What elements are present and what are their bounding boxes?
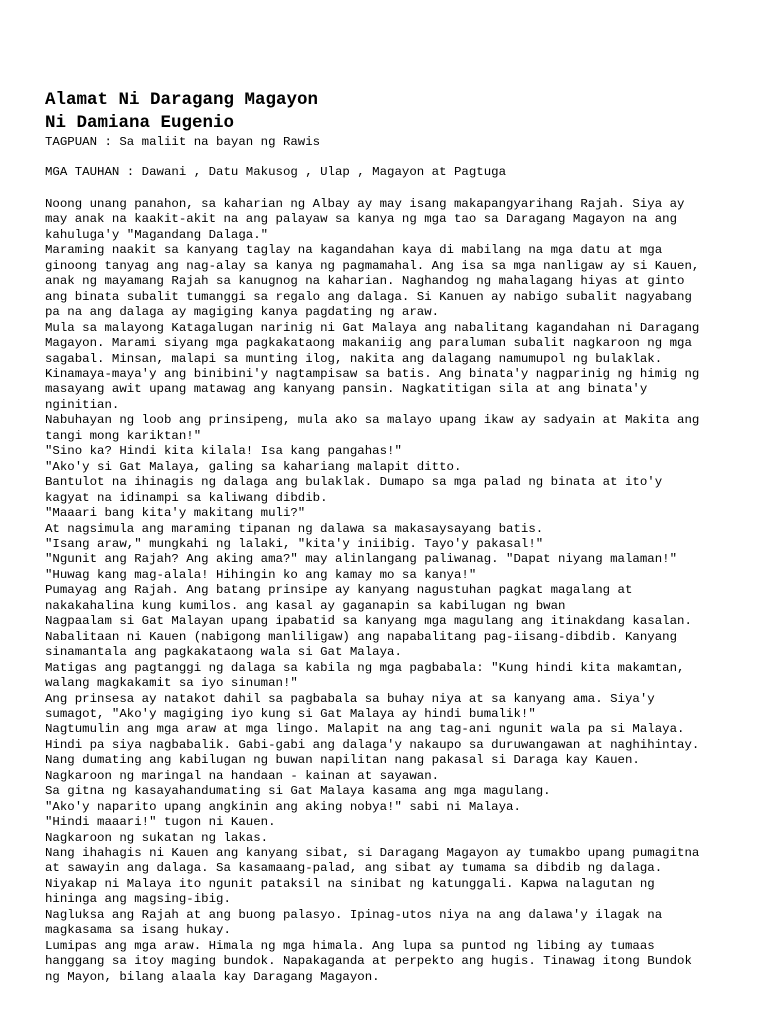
- story-line: Ang prinsesa ay natakot dahil sa pagbabala sa buhay niya at sa kanyang ama. Siya'y: [45, 691, 655, 706]
- setting-line: TAGPUAN : Sa maliit na bayan ng Rawis: [45, 135, 321, 149]
- story-body: [45, 197, 748, 985]
- story-line: at sawayin ang dalaga. Sa kasamaang-palad, ang sibat ay tumama sa dibdib ng dalaga.: [45, 861, 663, 876]
- story-line: Nagluksa ang Rajah at ang buong palasyo. Ipinag-utos niya na ang dalawa'y ilagak na: [45, 907, 663, 922]
- story-line: Maraming naakit sa kanyang taglay na kagandahan kaya di mabilang na mga datu at mga: [45, 243, 663, 258]
- story-line: masayang awit upang matawag ang kanyang pansin. Nagkatitigan sila at ang binata'y: [45, 382, 648, 397]
- story-line: Nagkaroon ng maringal na handaan - kainan at sayawan.: [45, 768, 440, 783]
- story-line: sinamantala ang pagkakataong wala si Gat Malaya.: [45, 645, 402, 660]
- story-line: Lumipas ang mga araw. Himala ng mga himala. Ang lupa sa puntod ng libing ay tumaas: [45, 938, 655, 953]
- story-line: kahuluga'y "Magandang Dalaga.": [45, 227, 269, 242]
- story-line: Nabalitaan ni Kauen (nabigong manliligaw) ang napabalitang pag-iisang-dibdib. Kanyang: [45, 629, 678, 644]
- story-line: Hindi pa siya nagbabalik. Gabi-gabi ang dalaga'y nakaupo sa duruwangawan at naghihintay.: [45, 737, 700, 752]
- story-line: Sa gitna ng kasayahandumating si Gat Malaya kasama ang mga magulang.: [45, 784, 551, 799]
- story-line: nginitian.: [45, 397, 120, 412]
- story-line: "Ako'y naparito upang angkinin ang aking nobya!" sabi ni Malaya.: [45, 799, 521, 814]
- author-line: Ni Damiana Eugenio: [45, 113, 235, 133]
- story-line: Nagkaroon ng sukatan ng lakas.: [45, 830, 269, 845]
- story-line: anak ng mayamang Rajah sa kanugnog na kaharian. Naghandog ng mahalagang hiyas at ginto: [45, 274, 685, 289]
- story-line: tangi mong kariktan!": [45, 428, 202, 443]
- characters-line: MGA TAUHAN : Dawani , Datu Makusog , Ulap , Magayon at Pagtuga: [45, 165, 507, 179]
- document-title: Alamat Ni Daragang Magayon: [45, 90, 319, 110]
- story-line: Niyakap ni Malaya ito ngunit pataksil na sinibat ng katunggali. Kapwa nalagutan ng: [45, 876, 655, 891]
- story-line: Nagtumulin ang mga araw at mga lingo. Malapit na ang tag-ani ngunit wala pa si Malaya.: [45, 722, 685, 737]
- story-line: Kinamaya-maya'y ang binibini'y nagtampisaw sa batis. Ang binata'y nagparinig ng himig ng: [45, 366, 700, 381]
- story-line: Nagpaalam si Gat Malayan upang ipabatid sa kanyang mga magulang ang itinakdang kasalan.: [45, 614, 692, 629]
- spacer: [45, 180, 748, 197]
- story-line: Matigas ang pagtanggi ng dalaga sa kabila ng mga pagbabala: "Kung hindi kita makamtan,: [45, 660, 685, 675]
- story-line: "Hindi maaari!" tugon ni Kauen.: [45, 815, 276, 830]
- story-line: magkasama sa isang hukay.: [45, 923, 231, 938]
- story-line: Magayon. Marami siyang mga pagkakataong makaniig ang paraluman subalit nagkaroon ng mga: [45, 336, 692, 351]
- story-line: ang binata subalit tumanggi sa regalo ang dalaga. Si Kanuen ay nabigo subalit nagyabang: [45, 289, 692, 304]
- story-line: walang magkakamit sa iyo sinuman!": [45, 676, 298, 691]
- spacer: [45, 150, 748, 165]
- story-line: "Isang araw," mungkahi ng lalaki, "kita'y iniibig. Tayo'y pakasal!": [45, 536, 544, 551]
- story-line: Mula sa malayong Katagalugan narinig ni Gat Malaya ang nabalitang kagandahan ni Daragang: [45, 320, 700, 335]
- story-line: nakakahalina kung kumilos. ang kasal ay gaganapin sa kabilugan ng bwan: [45, 598, 566, 613]
- story-line: Noong unang panahon, sa kaharian ng Albay ay may isang makapangyarihang Rajah. Siya ay: [45, 197, 685, 211]
- story-line: "Sino ka? Hindi kita kilala! Isa kang pangahas!": [45, 444, 402, 459]
- story-line: Nang dumating ang kabilugan ng buwan napilitan nang pakasal si Daraga kay Kauen.: [45, 753, 640, 768]
- story-line: pa na ang dalaga ay magiging kanya pagdating ng araw.: [45, 305, 440, 320]
- story-line: ng Mayon, bilang alaala kay Daragang Magayon.: [45, 969, 380, 984]
- story-line: kagyat na idinampi sa kaliwang dibdib.: [45, 490, 328, 505]
- story-line: "Ngunit ang Rajah? Ang aking ama?" may alinlangang paliwanag. "Dapat niyang malaman!": [45, 552, 678, 567]
- story-line: ginoong tanyag ang nag-alay sa kanya ng pagmamahal. Ang isa sa mga nanligaw ay si Kauen,: [45, 258, 700, 273]
- story-line: "Huwag kang mag-alala! Hihingin ko ang kamay mo sa kanya!": [45, 567, 477, 582]
- story-line: hininga ang magsing-ibig.: [45, 892, 231, 907]
- story-line: sumagot, "Ako'y magiging iyo kung si Gat Malaya ay hindi bumalik!": [45, 706, 536, 721]
- story-line: hanggang sa itoy maging bundok. Napakaganda at perpekto ang hugis. Tinawag itong Bundok: [45, 954, 692, 969]
- story-line: Pumayag ang Rajah. Ang batang prinsipe ay kanyang nagustuhan pagkat magalang at: [45, 583, 633, 598]
- story-line: sagabal. Minsan, malapi sa munting ilog, nakita ang dalagang namumupol ng bulaklak.: [45, 351, 663, 366]
- story-line: "Ako'y si Gat Malaya, galing sa kahariang malapit ditto.: [45, 459, 462, 474]
- story-line: At nagsimula ang maraming tipanan ng dalawa sa makasaysayang batis.: [45, 521, 544, 536]
- story-line: "Maaari bang kita'y makitang muli?": [45, 506, 306, 521]
- story-line: may anak na kaakit-akit na ang palayaw sa kanya ng mga tao sa Daragang Magayon na ang: [45, 212, 678, 227]
- story-line: Bantulot na ihinagis ng dalaga ang bulaklak. Dumapo sa mga palad ng binata at ito'y: [45, 475, 663, 490]
- story-line: Nang ihahagis ni Kauen ang kanyang sibat, si Daragang Magayon ay tumakbo upang pumagitna: [45, 846, 700, 861]
- story-line: Nabuhayan ng loob ang prinsipeng, mula ako sa malayo upang ikaw ay sadyain at Makita ang: [45, 413, 700, 428]
